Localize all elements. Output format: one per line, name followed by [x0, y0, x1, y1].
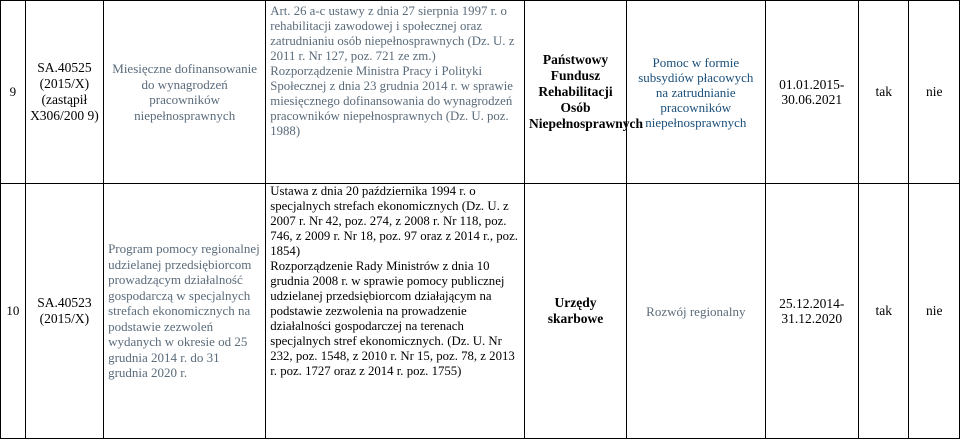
granting-institution: Państwowy Fundusz Rehabilitacji Osób Niepełnosprawnych — [525, 1, 627, 184]
legal-basis — [266, 184, 525, 439]
legal-basis-regulation: Rozporządzenie Rady Ministrów z dnia 10 grudnia 2008 r. w sprawie pomocy publicznej udzielanej przedsiębiorcom działającym na podstawie zezwolenia na prowadzenie działalności gospodarczej na terenach specjalnych stref ekonomicznych. (Dz. U. Nr 232, poz. 1548, z 2010 r. Nr 15, poz. 78, z 2013 r. poz. 1727 oraz z 2014 r. poz. 1755) — [270, 259, 515, 378]
aid-form: Rozwój regionalny — [627, 184, 766, 439]
aid-reference-code: SA.40525 (2015/X) (zastąpił X306/200 9) — [25, 1, 103, 184]
table-row — [1, 184, 960, 439]
aid-form: Pomoc w formie subsydiów płacowych na zatrudnianie pracowników niepełnosprawnych — [627, 1, 766, 184]
validity-period: 25.12.2014-31.12.2020 — [765, 184, 858, 439]
granting-institution: Urzędy skarbowe — [525, 184, 627, 439]
flag-a: tak — [859, 184, 909, 439]
legal-basis-act: Art. 26 a-c ustawy z dnia 27 sierpnia 1997 r. o rehabilitacji zawodowej i społecznej oraz zatrudnianiu osób niepełnosprawnych (Dz. U. z 2011 r. Nr 127, poz. 721 ze zm.) — [270, 4, 515, 63]
flag-b: nie — [909, 1, 960, 184]
table-row — [1, 1, 960, 184]
aid-reference-code: SA.40523 (2015/X) — [25, 184, 103, 439]
aid-program-name: Miesięczne dofinansowanie do wynagrodzeń pracowników niepełnosprawnych — [104, 1, 266, 184]
legal-basis-act: Ustawa z dnia 20 października 1994 r. o specjalnych strefach ekonomicznych (Dz. U. z 2007 r. Nr 42, poz. 274, z 2008 r. Nr 118, poz. 746, z 2009 r. Nr 18, poz. 97 oraz z 2014 r., poz. 1854) — [270, 184, 518, 258]
legal-basis-regulation: Rozporządzenie Ministra Pracy i Polityki Społecznej z dnia 23 grudnia 2014 r. w sprawie miesięcznego dofinansowania do wynagrodzeń pracowników niepełnosprawnych (Dz. U. poz. 1988) — [270, 64, 513, 138]
flag-b: nie — [909, 184, 960, 439]
row-number: 9 — [1, 1, 26, 184]
row-number: 10 — [1, 184, 26, 439]
validity-period: 01.01.2015-30.06.2021 — [765, 1, 858, 184]
flag-a: tak — [859, 1, 909, 184]
aid-program-name: Program pomocy regionalnej udzielanej przedsiębiorcom prowadzącym działalność gospodarczą w specjalnych strefach ekonomicznych na podstawie zezwoleń wydanych w okresie od 25 grudnia 2014 r. do 31 grudnia 2020 r. — [104, 184, 266, 439]
legal-basis — [266, 1, 525, 184]
